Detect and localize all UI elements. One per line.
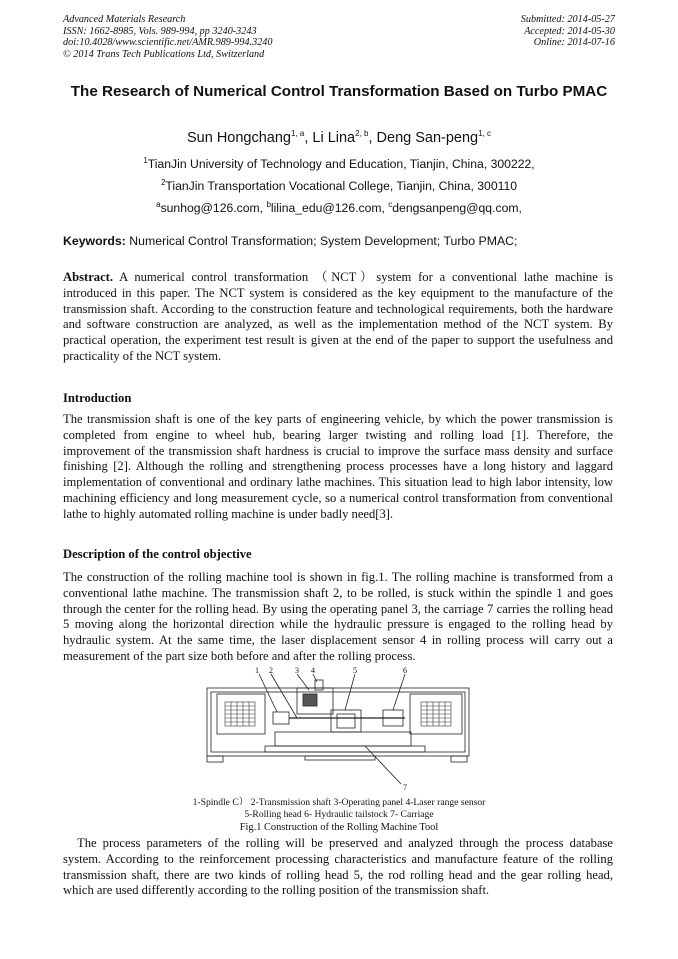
author-sup: 1, c (478, 129, 492, 139)
callout-6: 6 (403, 666, 407, 675)
email-sup: b (266, 199, 271, 209)
spindle (273, 712, 289, 724)
abstract (63, 270, 613, 365)
aff-text: TianJin Transportation Vocational College, Tianjin, China, 300110 (165, 179, 518, 193)
keywords (63, 234, 517, 248)
control-objective-text: The construction of the rolling machine tool is shown in fig.1. The rolling machine is transformed from a conventional lathe machine. The transmission shaft 2, to be rolled, is stuck within the spindle 1 and goes through the center for the rolling head. By using the operating panel 3, the carriage 7 carries the rolling head 5 moving along the horizontal direction while the hydraulic pressure is engaged to the rolling head by hydraulic system. At the same time, the laser displacement sensor 4 in rolling process will carry out a measurement of the part size both before and after the rolling process. (63, 570, 613, 663)
figure-legend-line-1: 1-Spindle C） 2-Transmission shaft 3-Operating panel 4-Laser range sensor (192, 797, 486, 808)
author-list: Sun Hongchang$^{1, a}$, Li Lina$^{2, b}$, Deng San-peng$^{1, c}$ (186, 129, 492, 146)
paper-title: The Research of Numerical Control Transformation Based on Turbo PMAC (70, 83, 608, 100)
submitted-date: Submitted: 2014-05-27 (520, 14, 615, 25)
author-sup: 1, a (290, 129, 305, 139)
callout-4: 4 (311, 666, 315, 675)
author-name: Sun Hongchang (186, 130, 291, 146)
aff-text: TianJin University of Technology and Education, Tianjin, China, 300222, (147, 157, 535, 171)
journal-header (63, 14, 272, 60)
rolling-head (331, 710, 361, 732)
doi-line: doi:10.4028/www.scientific.net/AMR.989-994.3240 (63, 37, 273, 49)
aff-sup: 2 (160, 177, 166, 187)
callout-7: 7 (403, 783, 407, 792)
email-sup: a (156, 199, 161, 209)
callout-3: 3 (295, 666, 299, 675)
author-name: Deng San-peng (376, 130, 479, 146)
keywords-label: Keywords: (63, 234, 126, 248)
right-vent-grid (421, 702, 451, 726)
rolling-machine-figure (205, 666, 473, 798)
left-vent-grid (225, 702, 255, 726)
issn-line: ISSN: 1662-8985, Vols. 989-994, pp 3240-3243 (63, 25, 257, 37)
figure-legend-line-2: 5-Rolling head 6- Hydraulic tailstock 7- Carriage (244, 809, 434, 820)
aff-sup: 1 (143, 155, 148, 165)
figure-caption: Fig.1 Construction of the Rolling Machine Tool (239, 822, 439, 833)
author-sup: 2, b (355, 129, 369, 139)
dates-header (521, 14, 615, 49)
process-parameters-paragraph: The process parameters of the rolling will be preserved and analyzed through the process database system. According to the reinforcement processing characteristics and manufacture feature of the rolling transmission shaft, there are two kinds of rolling head 5, the rod rolling head and the gear rolling head, which are used differently according to the rolling position of the transmission shaft. (63, 836, 613, 898)
journal-name: Advanced Materials Research (63, 14, 186, 25)
email-link[interactable]: sunhog@126.com, (160, 201, 267, 215)
abstract-text: A numerical control transformation （NCT）system for a conventional lathe machine is introduced in this paper. The NCT system is considered as the key equipment to the manufacture of the transmission shaft. According to the construction feature and technological requirements, both the hardware and software construction are analyzed, as well as the implementation method of the NCT system. By practical operation, the experiment test result is given at the end of the paper to support the usefulness and practicality of the NCT system. (63, 270, 613, 363)
section-heading-control-objective: Description of the control objective (63, 547, 252, 561)
callout-5: 5 (353, 666, 357, 675)
online-date: Online: 2014-07-16 (533, 37, 615, 49)
email-list (0, 201, 678, 215)
author-name: Li Lina (312, 130, 356, 146)
carriage (275, 732, 411, 746)
abstract-label: Abstract. (63, 270, 114, 284)
introduction-text: The transmission shaft is one of the key parts of engineering vehicle, by which the power transmission is completed from engine to wheel hub, bearing larger twisting and rolling load [1]. Therefore, the improvement of the transmission shaft hardness is crucial to improve the surface mass density and surface finishing [2]. Although the rolling and strengthening process processes have a long history and laggard implementation of conventional and ordinary lathe machines. This situation lead to high labor intensity, low machining efficiency and long measurement cycle, so a numerical control transformation from conventional lathe to highly automated rolling machine is under badly need[3]. (63, 412, 613, 521)
section-heading-introduction: Introduction (63, 391, 132, 405)
callout-1: 1 (255, 666, 259, 675)
email-sup: c (388, 199, 393, 209)
affiliation-2 (0, 179, 678, 193)
accepted-date: Accepted: 2014-05-30 (524, 25, 615, 37)
copyright-line: © 2014 Trans Tech Publications Ltd, Switzerland (63, 48, 265, 60)
callout-2: 2 (269, 666, 273, 675)
keywords-text: Numerical Control Transformation; System Development; Turbo PMAC; (125, 234, 518, 248)
affiliation-1 (0, 157, 678, 171)
email-link[interactable]: dengsanpeng@qq.com, (392, 201, 522, 215)
email-link[interactable]: lilina_edu@126.com, (270, 201, 389, 215)
